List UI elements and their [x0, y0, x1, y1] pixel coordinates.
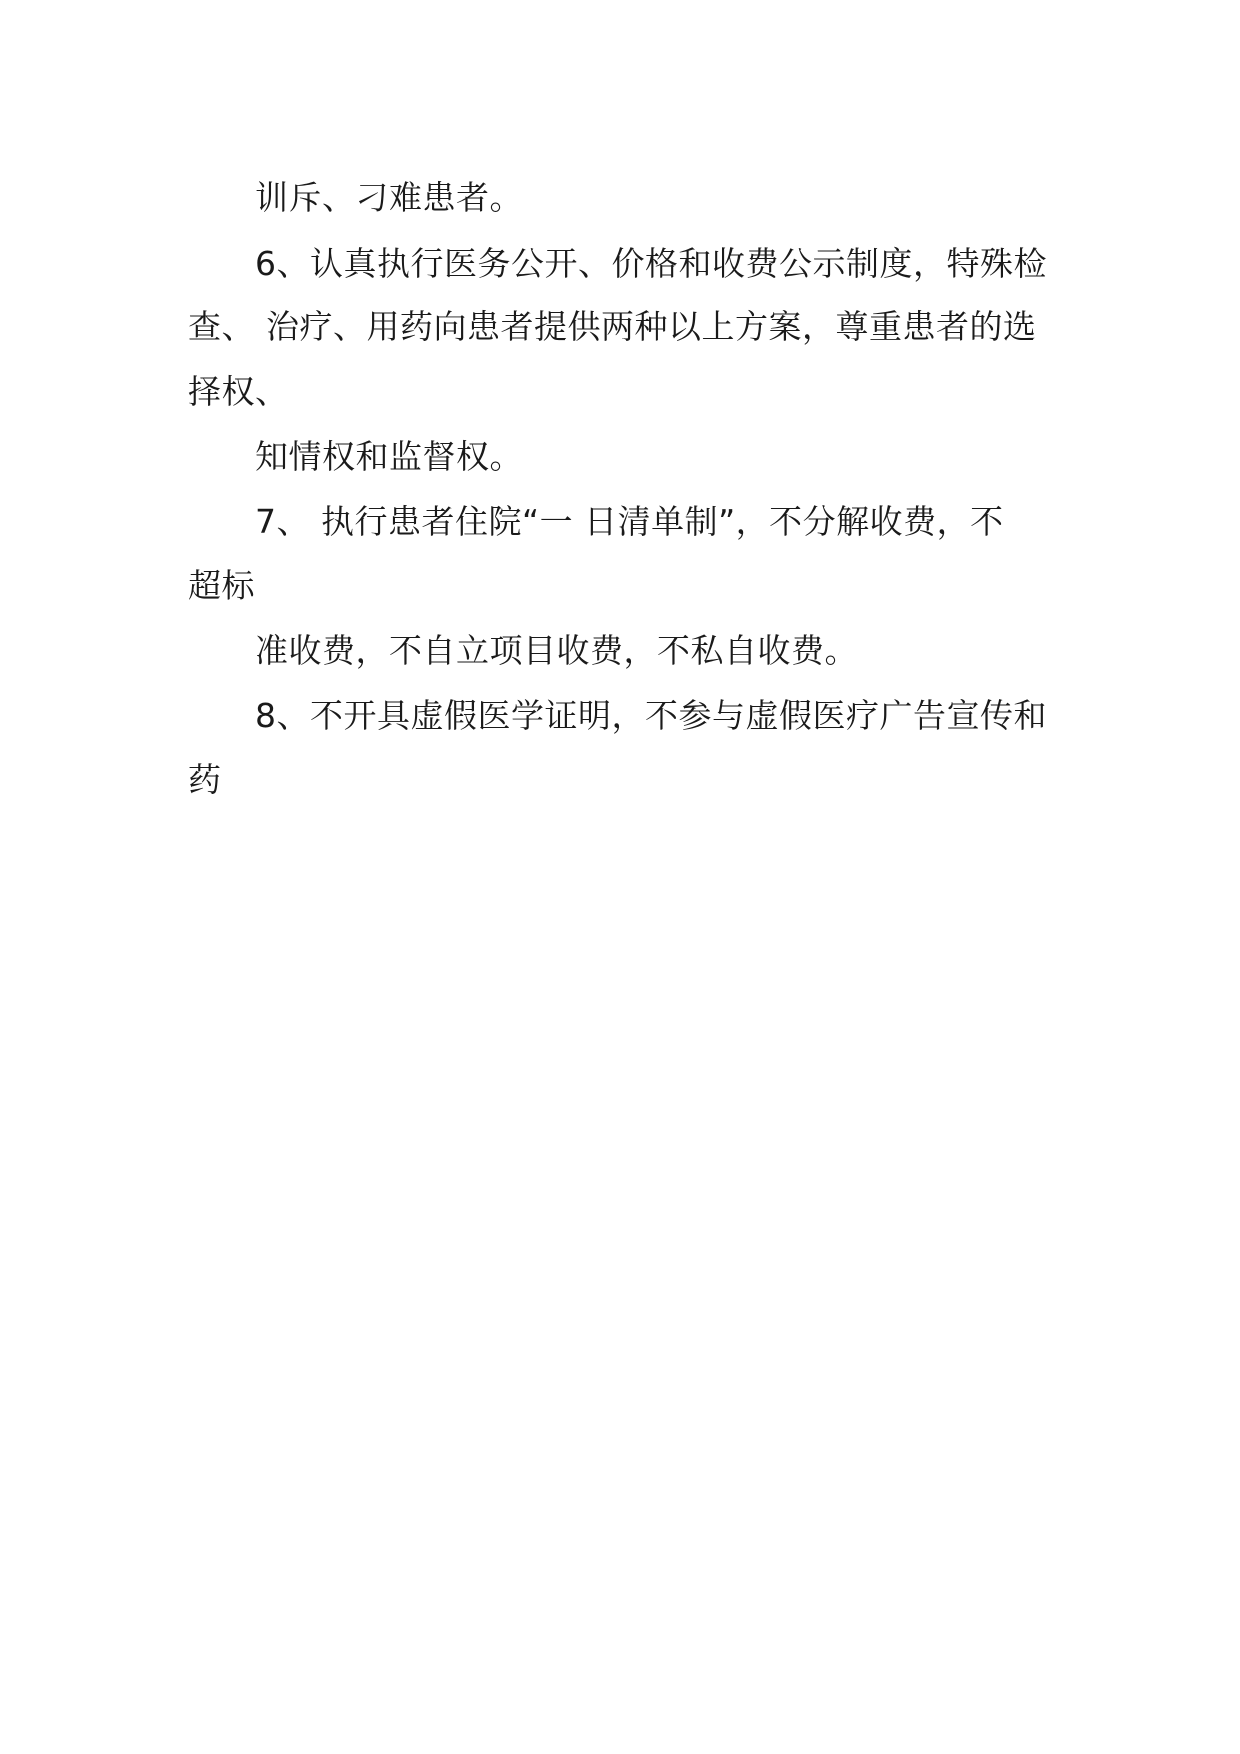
- text-line-4: 择权、: [188, 372, 289, 411]
- text-line-9: 8、不开具虚假医学证明，不参与虚假医疗广告宣传和: [255, 696, 1047, 735]
- text-line-10: 药: [188, 760, 222, 799]
- text-line-2: 6、认真执行医务公开、价格和收费公示制度，特殊检: [255, 244, 1047, 283]
- text-line-8: 准收费，不自立项目收费，不私自收费。: [255, 631, 858, 670]
- text-line-3: 查、 治疗、用药向患者提供两种以上方案，尊重患者的选: [188, 307, 1037, 346]
- text-line-5: 知情权和监督权。: [255, 437, 523, 476]
- text-line-6: 7、 执行患者住院“一 日清单制”，不分解收费，不: [255, 502, 1004, 541]
- text-line-1: 训斥、刁难患者。: [255, 178, 523, 217]
- text-line-7: 超标: [188, 566, 255, 605]
